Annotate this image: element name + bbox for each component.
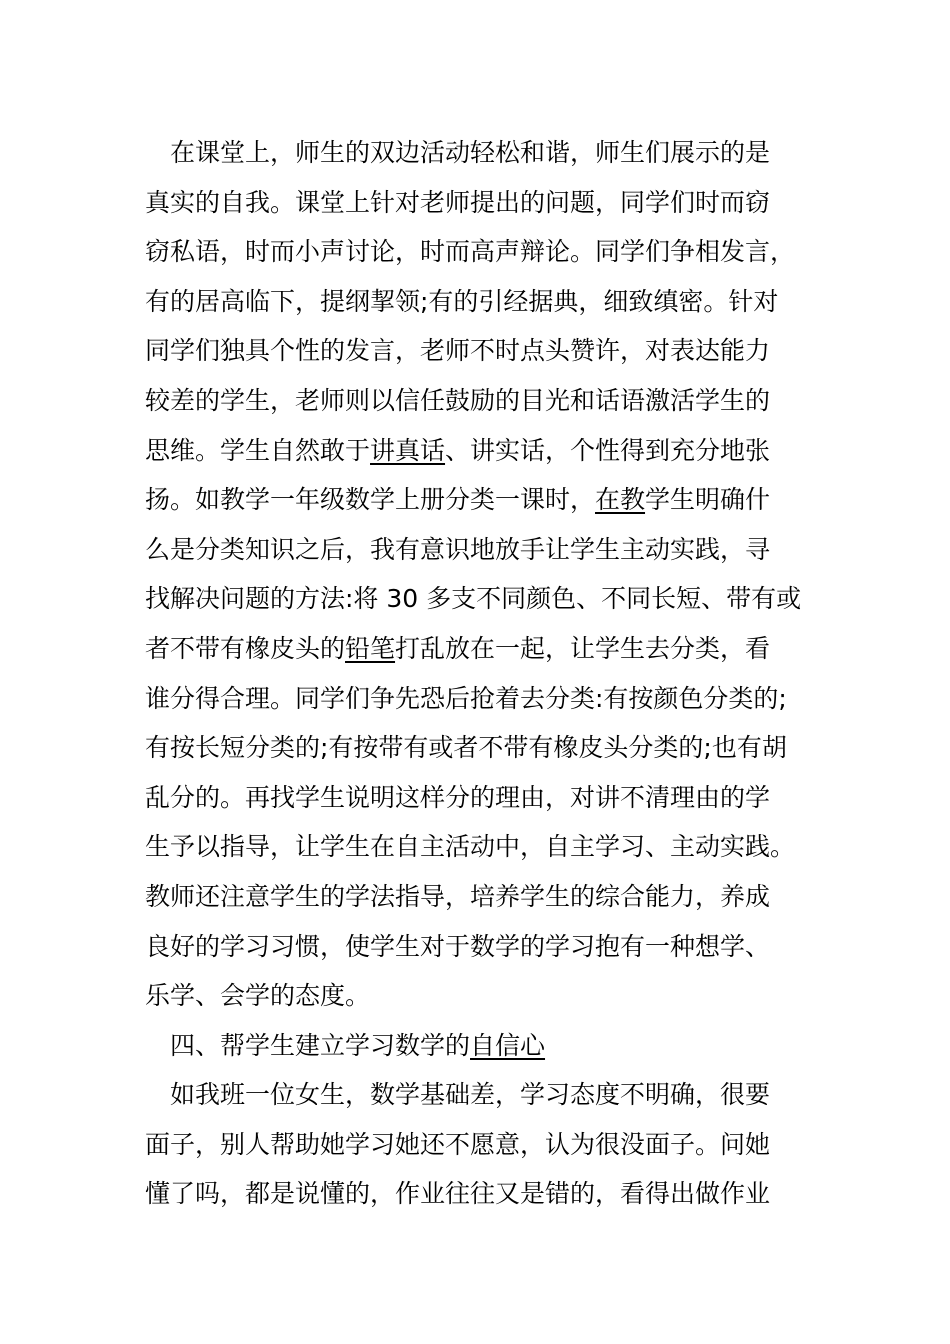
text-line-8: 扬。如教学一年级数学上册分类一课时，在教学生明确什	[145, 485, 771, 515]
text-line-14: 乱分的。再找学生说明这样分的理由，对讲不清理由的学	[145, 782, 771, 812]
text-line-6: 较差的学生，老师则以信任鼓励的目光和话语激活学生的	[145, 385, 771, 415]
underlined-link[interactable]: 自信心	[470, 1030, 546, 1060]
text-line-1: 在课堂上，师生的双边活动轻松和谐，师生们展示的是	[170, 138, 771, 167]
text-line-10: 找解决问题的方法:将 30 多支不同颜色、不同长短、带有或	[145, 584, 802, 614]
underlined-link[interactable]: 铅笔	[345, 633, 396, 663]
text-line-16: 教师还注意学生的学法指导，培养学生的综合能力，养成	[145, 881, 771, 911]
body-text	[145, 128, 815, 1219]
text-line-2: 真实的自我。课堂上针对老师提出的问题，同学们时而窃	[145, 187, 771, 217]
text-line-9: 么是分类知识之后，我有意识地放手让学生主动实践，寻	[145, 534, 771, 564]
underlined-link[interactable]: 在教	[595, 485, 646, 515]
text-line-21: 面子，别人帮助她学习她还不愿意，认为很没面子。问她	[145, 1129, 771, 1159]
text-line-13: 有按长短分类的;有按带有或者不带有橡皮头分类的;也有胡	[145, 733, 787, 763]
text-line-22: 懂了吗，都是说懂的，作业往往又是错的，看得出做作业	[145, 1179, 771, 1209]
text-line-11: 者不带有橡皮头的铅笔打乱放在一起，让学生去分类，看	[145, 633, 771, 663]
text-line-20: 如我班一位女生，数学基础差，学习态度不明确，很要	[170, 1080, 771, 1110]
text-line-3: 窃私语，时而小声讨论，时而高声辩论。同学们争相发言，	[145, 237, 796, 267]
text-line-17: 良好的学习习惯，使学生对于数学的学习抱有一种想学、	[145, 931, 771, 961]
text-line-12: 谁分得合理。同学们争先恐后抢着去分类:有按颜色分类的;	[145, 683, 787, 713]
text-line-18: 乐学、会学的态度。	[145, 981, 371, 1011]
text-line-7: 思维。学生自然敢于讲真话、讲实话，个性得到充分地张	[145, 435, 771, 465]
section-heading: 四、帮学生建立学习数学的自信心	[170, 1030, 546, 1060]
text-line-4: 有的居高临下，提纲挈领;有的引经据典，细致缜密。针对	[145, 286, 779, 316]
text-line-15: 生予以指导，让学生在自主活动中，自主学习、主动实践。	[145, 832, 796, 862]
text-line-5: 同学们独具个性的发言，老师不时点头赞许，对表达能力	[145, 336, 771, 366]
underlined-link[interactable]: 讲真话	[370, 435, 446, 465]
